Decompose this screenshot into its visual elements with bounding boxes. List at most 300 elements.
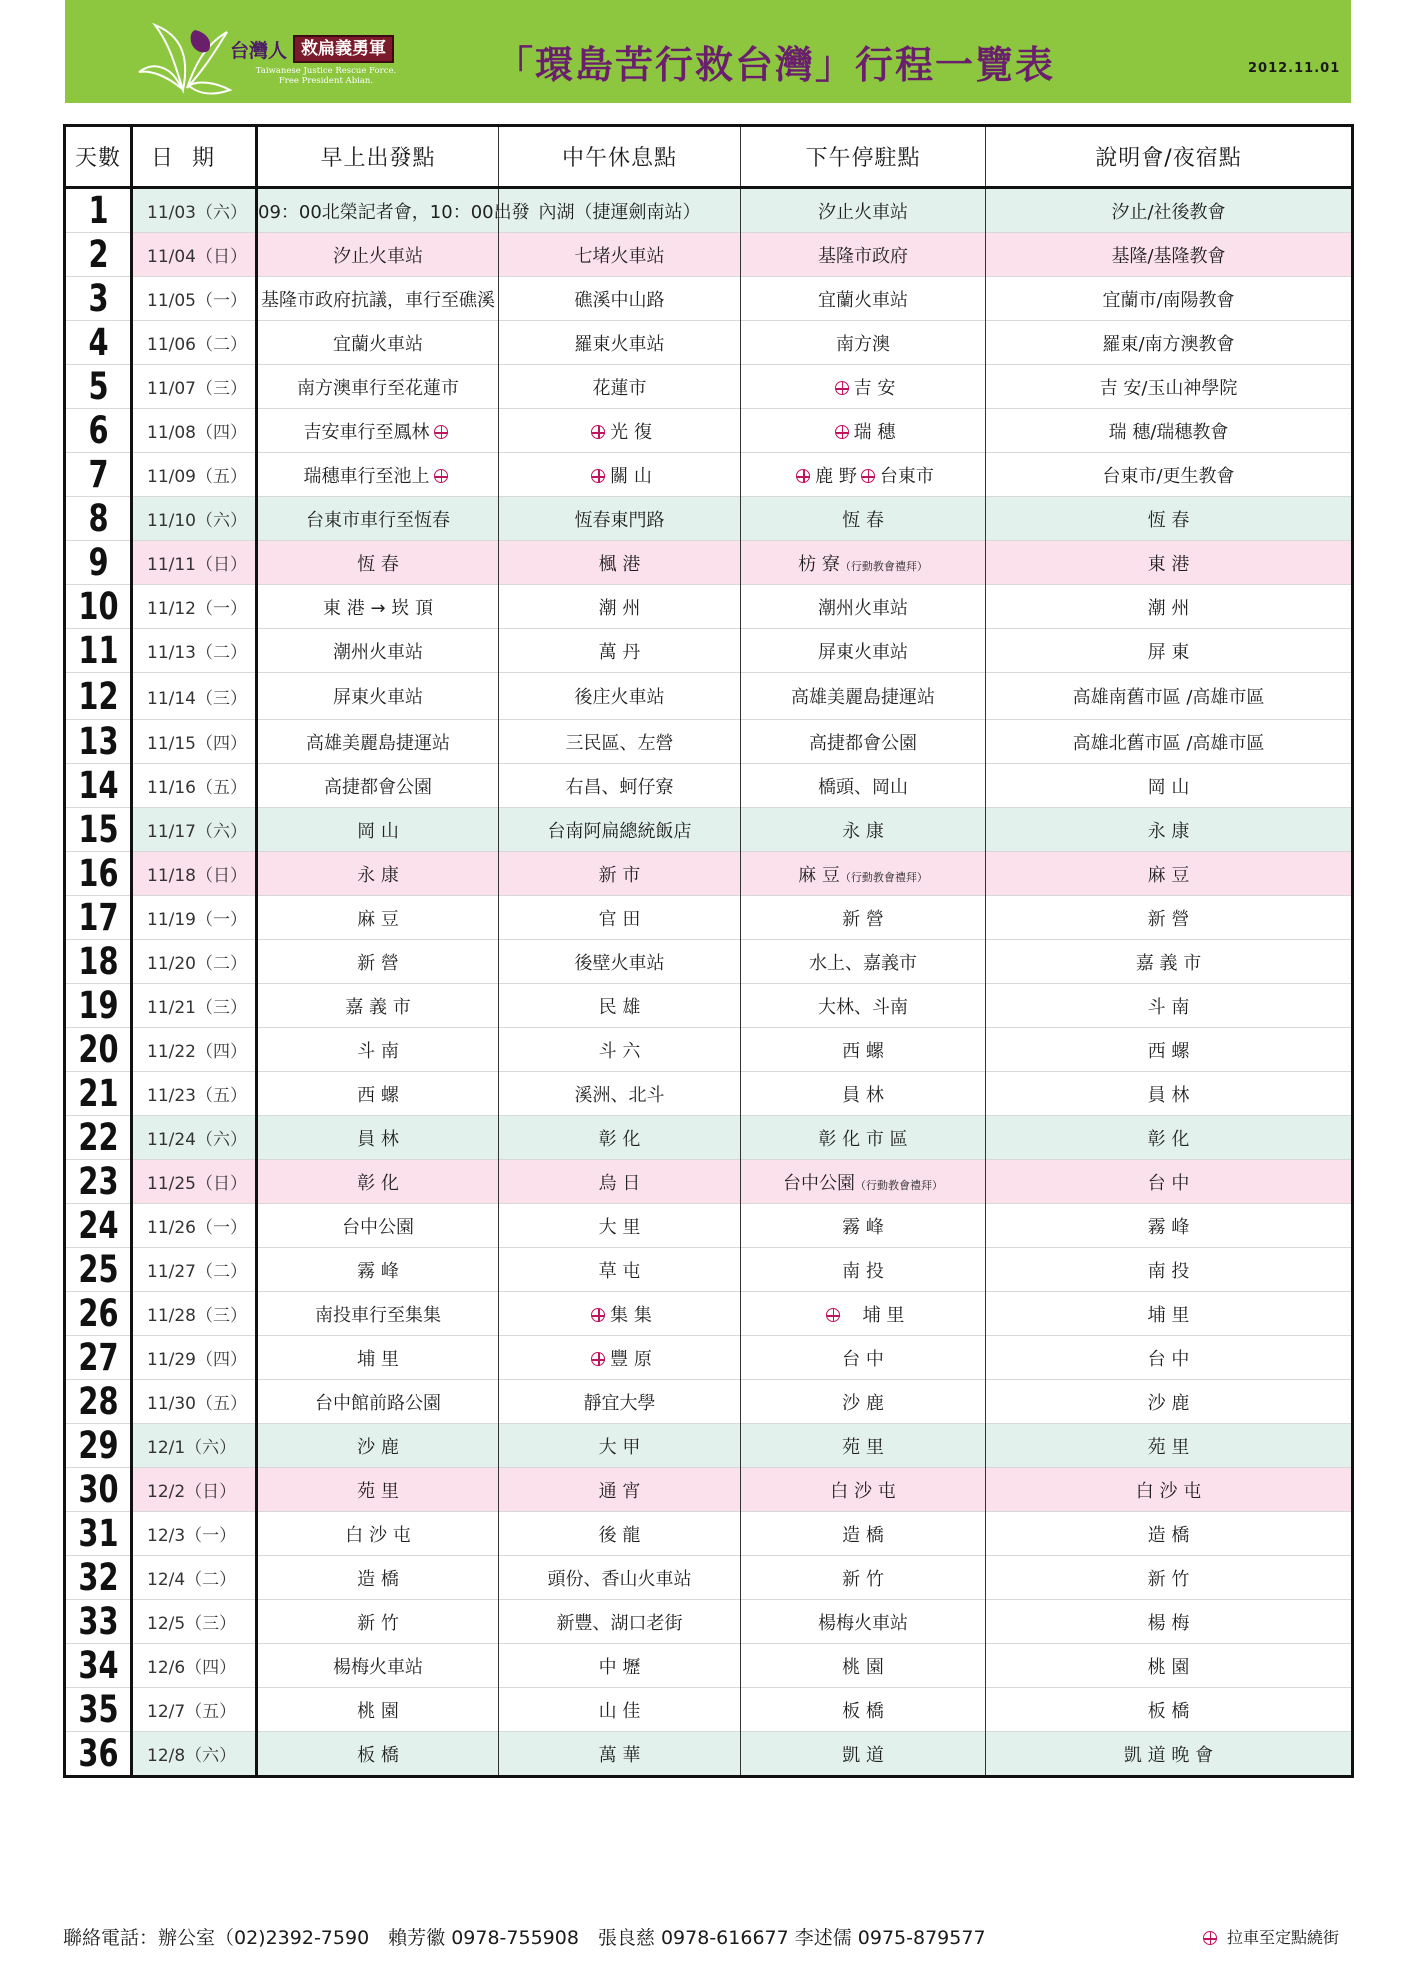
date-cell: 11/24（六） [132, 1116, 257, 1160]
location-text: 台東市車行至恆春 [306, 509, 450, 531]
itinerary-table [63, 124, 1354, 1778]
afternoon-cell [741, 896, 986, 940]
location-text: 桃 園 [357, 1700, 399, 1722]
location-text: 麻 豆 [357, 908, 399, 930]
location-text: 鹿 野 [815, 465, 857, 487]
date-cell: 11/14（三） [132, 673, 257, 720]
morning-cell [257, 1644, 499, 1688]
afternoon-cell [741, 1512, 986, 1556]
morning-cell [257, 453, 499, 497]
morning-cell [257, 1160, 499, 1204]
afternoon-cell [741, 1732, 986, 1777]
table-row [65, 497, 1353, 541]
location-text: 楓 港 [598, 553, 641, 575]
pin-circle-cross-icon [591, 425, 606, 440]
day-number: 25 [72, 1248, 124, 1292]
day-number: 14 [72, 764, 124, 808]
afternoon-cell [741, 1556, 986, 1600]
morning-cell [257, 896, 499, 940]
location-text: 嘉 義 市 [1135, 952, 1202, 974]
morning-cell [257, 1116, 499, 1160]
morning-cell [257, 1688, 499, 1732]
table-row [65, 1072, 1353, 1116]
location-text: 大林、斗南 [818, 996, 908, 1018]
table-row [65, 1380, 1353, 1424]
afternoon-cell [741, 852, 986, 896]
day-number: 12 [72, 673, 124, 720]
table-row [65, 409, 1353, 453]
location-text: 西 螺 [1147, 1040, 1190, 1062]
morning-cell [257, 984, 499, 1028]
location-text: 造 橋 [842, 1524, 884, 1546]
location-text: 南方澳 [836, 333, 890, 355]
noon-cell [499, 1292, 741, 1336]
location-text: 豐 原 [610, 1348, 652, 1370]
location-text: 彰 化 [1147, 1128, 1190, 1150]
location-text: 台中公園 [783, 1172, 855, 1194]
day-number: 28 [72, 1380, 124, 1424]
morning-cell [257, 1468, 499, 1512]
date-cell: 12/6（四） [132, 1644, 257, 1688]
table-row [65, 365, 1353, 409]
location-text: 埔 里 [1147, 1304, 1190, 1326]
afternoon-cell [741, 1116, 986, 1160]
noon-cell [499, 852, 741, 896]
table-row [65, 1028, 1353, 1072]
location-text: 七堵火車站 [574, 245, 665, 267]
morning-cell [257, 277, 499, 321]
location-text: 民 雄 [598, 996, 641, 1018]
contact-info: 聯絡電話：辦公室（02)2392-7590 賴芳徽 0978-755908 張良慈 0978-616677 李述儒 0975-879577 [63, 1927, 986, 1949]
morning-cell [257, 629, 499, 673]
day-number: 4 [72, 321, 124, 365]
table-row [65, 321, 1353, 365]
afternoon-cell [741, 1336, 986, 1380]
location-text: 新 營 [1147, 908, 1190, 930]
date-cell: 11/03（六） [132, 188, 257, 233]
table-row [65, 1732, 1353, 1777]
day-number: 17 [72, 896, 124, 940]
location-text: 通 宵 [598, 1480, 641, 1502]
noon-cell [499, 629, 741, 673]
org-line [230, 34, 394, 64]
morning-cell [257, 1380, 499, 1424]
day-number: 8 [72, 497, 124, 541]
location-text: 恆 春 [357, 553, 399, 575]
morning-cell [257, 852, 499, 896]
day-number: 18 [72, 940, 124, 984]
location-text: 後庄火車站 [574, 687, 665, 708]
column-header-afternoon: 下午停駐點 [741, 126, 986, 188]
location-text: 中 壢 [598, 1656, 641, 1678]
legend [1199, 1925, 1339, 1948]
pin-circle-cross-icon [591, 469, 606, 484]
night-cell [986, 1336, 1353, 1380]
night-cell [986, 1380, 1353, 1424]
location-text: 東 港 [1147, 553, 1190, 575]
date-cell: 11/04（日） [132, 233, 257, 277]
table-row [65, 453, 1353, 497]
location-text: 後 龍 [598, 1524, 641, 1546]
location-text: 三民區、左營 [565, 732, 674, 754]
afternoon-cell [741, 1160, 986, 1204]
location-text: 山 佳 [598, 1700, 641, 1722]
day-number: 5 [72, 365, 124, 409]
location-text: 苑 里 [842, 1436, 884, 1458]
location-text: 花蓮市 [592, 377, 647, 399]
org-english-line-1: Taiwanese Justice Rescue Force. [255, 66, 397, 76]
location-text: 白 沙 屯 [345, 1524, 411, 1546]
pin-circle-cross-icon [434, 425, 449, 440]
location-text: 大 里 [598, 1216, 641, 1238]
location-text: 大 甲 [598, 1436, 641, 1458]
day-number: 27 [72, 1336, 124, 1380]
night-cell [986, 541, 1353, 585]
location-text: 新 竹 [357, 1612, 399, 1634]
afternoon-cell [741, 764, 986, 808]
location-text: 霧 峰 [842, 1216, 884, 1238]
location-text: 宜蘭市/南陽教會 [1102, 289, 1235, 311]
noon-cell [499, 1424, 741, 1468]
location-text: 潮 州 [1147, 597, 1190, 619]
location-text: 白 沙 屯 [1135, 1480, 1202, 1502]
location-text: 內湖（捷運劍南站） [538, 201, 701, 223]
date-cell: 11/21（三） [132, 984, 257, 1028]
day-number: 29 [72, 1424, 124, 1468]
morning-cell [257, 541, 499, 585]
location-text: 西 螺 [357, 1084, 399, 1106]
location-text: 板 橋 [1147, 1700, 1190, 1722]
location-text: 新 竹 [842, 1568, 884, 1590]
day-number: 1 [72, 188, 124, 233]
table-body [65, 188, 1353, 1777]
date-cell: 12/7（五） [132, 1688, 257, 1732]
service-note: （行動教會禮拜） [855, 1178, 943, 1192]
afternoon-cell [741, 188, 986, 233]
date-cell: 11/12（一） [132, 585, 257, 629]
location-text: 萬 丹 [598, 641, 641, 663]
morning-cell [257, 1292, 499, 1336]
noon-cell [499, 1688, 741, 1732]
table-row [65, 984, 1353, 1028]
day-number: 33 [72, 1600, 124, 1644]
table-row [65, 233, 1353, 277]
date-cell: 11/23（五） [132, 1072, 257, 1116]
night-cell [986, 808, 1353, 852]
location-text: 埔 里 [844, 1304, 905, 1326]
date-cell: 11/10（六） [132, 497, 257, 541]
noon-cell [499, 673, 741, 720]
location-text: 新 竹 [1147, 1568, 1190, 1590]
location-text: 台 中 [1147, 1172, 1190, 1194]
date-cell: 11/19（一） [132, 896, 257, 940]
location-text: 高雄美麗島捷運站 [306, 732, 450, 754]
morning-cell [257, 673, 499, 720]
table-row [65, 1116, 1353, 1160]
afternoon-cell [741, 365, 986, 409]
location-text: 桃 園 [842, 1656, 884, 1678]
location-text: 萬 華 [598, 1744, 641, 1766]
table-row [65, 1600, 1353, 1644]
morning-cell [257, 1600, 499, 1644]
noon-cell [499, 1072, 741, 1116]
location-text: 烏 日 [598, 1172, 641, 1194]
night-cell [986, 1160, 1353, 1204]
location-text: 白 沙 屯 [830, 1480, 896, 1502]
date-cell: 11/30（五） [132, 1380, 257, 1424]
location-text: 高雄南舊市區 /高雄市區 [1072, 687, 1265, 708]
footer [63, 1923, 1351, 1953]
location-text: 汐止/社後教會 [1111, 201, 1226, 223]
location-text: 南 投 [1147, 1260, 1190, 1282]
table-row [65, 1688, 1353, 1732]
table-row [65, 1248, 1353, 1292]
location-text: 頭份、香山火車站 [547, 1568, 692, 1590]
afternoon-cell [741, 673, 986, 720]
night-cell [986, 321, 1353, 365]
noon-cell [499, 1732, 741, 1777]
location-text: 高捷都會公園 [809, 732, 917, 754]
morning-cell [257, 365, 499, 409]
night-cell [986, 1424, 1353, 1468]
table-row [65, 1424, 1353, 1468]
afternoon-cell [741, 984, 986, 1028]
afternoon-cell [741, 1292, 986, 1336]
afternoon-cell [741, 1248, 986, 1292]
location-text: 新 市 [598, 864, 641, 886]
table-row [65, 541, 1353, 585]
noon-cell [499, 1380, 741, 1424]
noon-cell [499, 1248, 741, 1292]
noon-cell [499, 365, 741, 409]
morning-cell [257, 497, 499, 541]
night-cell [986, 1116, 1353, 1160]
column-header-morning: 早上出發點 [257, 126, 499, 188]
day-number: 3 [72, 277, 124, 321]
night-cell [986, 365, 1353, 409]
table-row [65, 188, 1353, 233]
day-number: 15 [72, 808, 124, 852]
date-cell: 11/18（日） [132, 852, 257, 896]
day-number: 24 [72, 1204, 124, 1248]
day-number: 13 [72, 720, 124, 764]
location-text: 斗 南 [357, 1040, 399, 1062]
night-cell [986, 720, 1353, 764]
noon-cell [499, 321, 741, 365]
day-number: 35 [72, 1688, 124, 1732]
date-cell: 11/11（日） [132, 541, 257, 585]
org-badge: 救扁義勇軍 [293, 35, 394, 63]
date-cell: 11/28（三） [132, 1292, 257, 1336]
table-row [65, 720, 1353, 764]
date-cell: 11/05（一） [132, 277, 257, 321]
location-text: 枋 寮 [798, 553, 840, 575]
date-cell: 11/08（四） [132, 409, 257, 453]
night-cell [986, 453, 1353, 497]
location-text: 嘉 義 市 [345, 996, 411, 1018]
afternoon-cell [741, 585, 986, 629]
pin-circle-cross-icon [591, 1308, 606, 1323]
date-cell: 12/2（日） [132, 1468, 257, 1512]
location-text: 高雄北舊市區 /高雄市區 [1072, 732, 1265, 754]
night-cell [986, 764, 1353, 808]
location-text: 屏 東 [1147, 641, 1190, 663]
location-text: 板 橋 [842, 1700, 884, 1722]
noon-cell [499, 585, 741, 629]
day-number: 21 [72, 1072, 124, 1116]
noon-cell [499, 1512, 741, 1556]
location-text: 沙 鹿 [357, 1436, 399, 1458]
day-number: 7 [72, 453, 124, 497]
pin-circle-cross-icon [434, 469, 449, 484]
day-number: 16 [72, 852, 124, 896]
column-header-noon: 中午休息點 [499, 126, 741, 188]
night-cell [986, 1292, 1353, 1336]
table-row [65, 629, 1353, 673]
noon-cell [499, 1028, 741, 1072]
date-cell: 11/07（三） [132, 365, 257, 409]
noon-cell [499, 188, 741, 233]
date-cell: 12/3（一） [132, 1512, 257, 1556]
column-header-date: 日 期 [132, 126, 257, 188]
day-number: 36 [72, 1732, 124, 1777]
location-text: 斗 六 [598, 1040, 641, 1062]
table-row [65, 1160, 1353, 1204]
table-row [65, 896, 1353, 940]
table-row [65, 673, 1353, 720]
location-text: 彰 化 [598, 1128, 641, 1150]
noon-cell [499, 541, 741, 585]
noon-cell [499, 453, 741, 497]
noon-cell [499, 233, 741, 277]
location-text: 台東市/更生教會 [1102, 465, 1235, 487]
afternoon-cell [741, 940, 986, 984]
date-cell: 12/4（二） [132, 1556, 257, 1600]
location-text: 南投車行至集集 [315, 1304, 441, 1326]
table-row [65, 808, 1353, 852]
table-row [65, 1644, 1353, 1688]
afternoon-cell [741, 720, 986, 764]
afternoon-cell [741, 1424, 986, 1468]
service-note: （行動教會禮拜） [839, 870, 928, 884]
location-text: 草 屯 [598, 1260, 641, 1282]
night-cell [986, 409, 1353, 453]
night-cell [986, 233, 1353, 277]
location-text: 南 投 [842, 1260, 884, 1282]
location-text: 基隆/基隆教會 [1111, 245, 1226, 267]
day-number: 20 [72, 1028, 124, 1072]
location-text: 霧 峰 [357, 1260, 399, 1282]
night-cell [986, 1248, 1353, 1292]
header-banner [65, 0, 1351, 103]
table-row [65, 1336, 1353, 1380]
afternoon-cell [741, 541, 986, 585]
date-cell: 11/13（二） [132, 629, 257, 673]
night-cell [986, 1644, 1353, 1688]
location-text: 恆 春 [842, 509, 884, 531]
day-number: 31 [72, 1512, 124, 1556]
location-text: 麻 豆 [798, 864, 840, 886]
table-row [65, 764, 1353, 808]
day-number: 2 [72, 233, 124, 277]
morning-cell [257, 1248, 499, 1292]
location-text: 宜蘭火車站 [333, 333, 423, 355]
night-cell [986, 1732, 1353, 1777]
location-text: 楊梅火車站 [333, 1656, 423, 1678]
location-text: 礁溪中山路 [574, 289, 665, 311]
location-text: 水上、嘉義市 [809, 952, 917, 974]
day-number: 30 [72, 1468, 124, 1512]
location-text: 凱 道 [842, 1744, 884, 1766]
location-text: 瑞 穗 [853, 421, 896, 443]
night-cell [986, 1600, 1353, 1644]
table-header-row [65, 126, 1353, 188]
day-number: 9 [72, 541, 124, 585]
location-text: 汐止火車站 [818, 201, 908, 223]
date-cell: 11/09（五） [132, 453, 257, 497]
location-text: 基隆市政府 [818, 245, 908, 267]
location-text: 吉 安/玉山神學院 [1099, 377, 1238, 399]
pin-circle-cross-icon [835, 381, 850, 396]
location-text: 造 橋 [357, 1568, 399, 1590]
location-text: 東 港 → 崁 頂 [323, 597, 433, 619]
location-text: 新豐、湖口老街 [556, 1612, 683, 1634]
day-number: 26 [72, 1292, 124, 1336]
location-text: 光 復 [610, 421, 652, 443]
morning-cell [257, 808, 499, 852]
location-text: 台中館前路公園 [315, 1392, 441, 1414]
noon-cell [499, 764, 741, 808]
table-row [65, 940, 1353, 984]
morning-cell [257, 1336, 499, 1380]
night-cell [986, 277, 1353, 321]
night-cell [986, 1512, 1353, 1556]
legend-label: 拉車至定點繞街 [1226, 1928, 1339, 1947]
noon-cell [499, 1336, 741, 1380]
pin-circle-cross-icon [861, 469, 876, 484]
location-text: 造 橋 [1147, 1524, 1190, 1546]
morning-cell [257, 409, 499, 453]
location-text: 台東市 [879, 465, 934, 487]
location-text: 員 林 [842, 1084, 884, 1106]
noon-cell [499, 1116, 741, 1160]
night-cell [986, 1204, 1353, 1248]
day-number: 32 [72, 1556, 124, 1600]
table-row [65, 1556, 1353, 1600]
morning-cell [257, 1028, 499, 1072]
noon-cell [499, 277, 741, 321]
location-text: 右昌、蚵仔寮 [565, 776, 674, 798]
afternoon-cell [741, 1688, 986, 1732]
location-text: 台南阿扁總統飯店 [547, 820, 692, 842]
noon-cell [499, 808, 741, 852]
column-header-night: 說明會/夜宿點 [986, 126, 1353, 188]
table-row [65, 852, 1353, 896]
morning-cell [257, 720, 499, 764]
location-text: 吉 安 [853, 377, 896, 399]
location-text: 台 中 [1147, 1348, 1190, 1370]
location-text: 溪洲、北斗 [574, 1084, 665, 1106]
location-text: 霧 峰 [1147, 1216, 1190, 1238]
morning-cell [257, 321, 499, 365]
noon-cell [499, 1204, 741, 1248]
org-english-name [251, 66, 401, 86]
morning-cell [257, 764, 499, 808]
location-text: 南方澳車行至花蓮市 [297, 377, 459, 399]
morning-cell [257, 585, 499, 629]
night-cell [986, 940, 1353, 984]
location-text: 員 林 [1147, 1084, 1190, 1106]
